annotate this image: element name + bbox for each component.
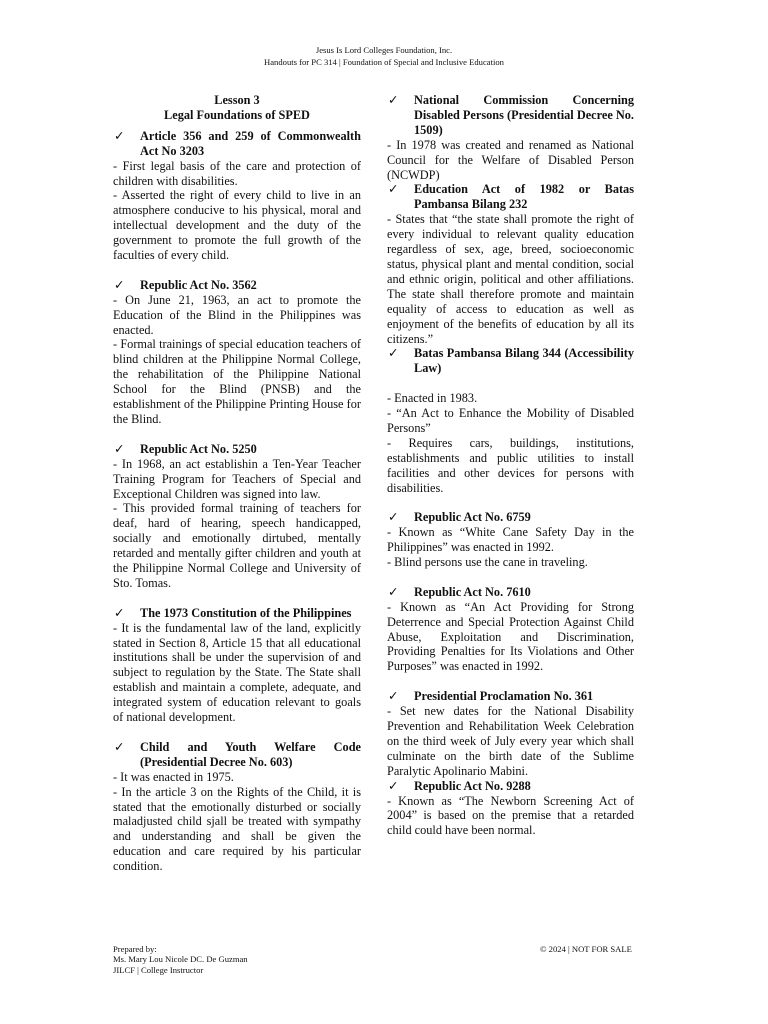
checkmark-icon: ✓ [114,277,125,292]
law-title: The 1973 Constitution of the Philippines [140,605,352,620]
author-name: Ms. Mary Lou Nicole DC. De Guzman [113,954,248,965]
checkmark-icon: ✓ [114,128,125,143]
checkmark-icon: ✓ [388,93,399,107]
law-title: Batas Pambansa Bilang 344 (Accessibility Law) [414,346,634,376]
law-title: Republic Act No. 6759 [414,510,531,525]
law-point: - In the article 3 on the Rights of the Child, it is stated that the emotionally disturbed or socially maladjusted child sjall be treated with sympathy and understanding and shall be given the education and care required by his particular condition. [113,784,361,874]
law-title: Article 356 and 259 of Commonwealth Act No 3203 [140,128,361,158]
copyright-notice: © 2024 | NOT FOR SALE [540,944,632,954]
law-point: - Asserted the right of every child to live in an atmosphere conducive to his physical, moral and intellectual development and the duty of the government to promote the full growth of the faculties of every child. [113,188,361,263]
header-org: Jesus Is Lord Colleges Foundation, Inc. [315,45,453,55]
law-point: - First legal basis of the care and protection of children with disabilities. [113,158,361,188]
lesson-title: Legal Foundations of SPED [164,107,310,122]
law-title: National Commission Concerning Disabled Persons (Presidential Decree No. 1509) [414,93,634,137]
checkmark-icon: ✓ [388,346,399,361]
law-heading [113,606,361,621]
footer-prepared-by [113,944,248,975]
law-heading [387,346,634,376]
law-point: - On June 21, 1963, an act to promote the Education of the Blind in the Philippines was enacted. [113,292,361,337]
law-heading [387,779,634,794]
law-heading [113,442,361,457]
law-title: Republic Act No. 9288 [414,778,531,793]
law-point: - Known as “White Cane Safety Day in the Philippines” was enacted in 1992. [387,525,634,555]
law-point: - It was enacted in 1975. [113,769,234,784]
lesson-number: Lesson 3 [214,93,260,107]
law-title: Republic Act No. 5250 [140,441,257,456]
law-point: - Blind persons use the cane in traveling. [387,555,588,570]
law-title: Presidential Proclamation No. 361 [414,689,594,704]
law-point: - Formal trainings of special education teachers of blind children at the Philippine Normal College, the rehabilitation of the Philippine National School for the Blind (PNSB) and the establishment of the Philippine Printing House for the Blind. [113,337,361,427]
checkmark-icon: ✓ [388,689,399,704]
law-point: - States that “the state shall promote the right of every individual to relevant quality education regardless of sex, age, breed, socioeconomic status, physical plant and mental condition, social and ethnic origin, political and other affiliations. The state shall therefore promote and maintain equality of access to education as well as enjoyment of the benefits of education by all its citizens.” [387,212,634,346]
law-heading [113,278,361,293]
law-title: Child and Youth Welfare Code (Presidential Decree No. 603) [140,739,361,769]
law-heading [387,182,634,212]
law-point: - Requires cars, buildings, institutions, establishments and public utilities to install facilities and other devices for persons with disabilities. [387,435,634,495]
law-heading [113,740,361,770]
header-course: Handouts for PC 314 | Foundation of Special and Inclusive Education [264,56,504,67]
law-point: - It is the fundamental law of the land, explicitly stated in Section 8, Article 15 that all educational institutions shall be under the supervision of and subject to regulation by the State. The State shall establish and maintain a complete, adequate, and integrated system of education relevant to goals of national development. [113,620,361,725]
law-point: - Set new dates for the National Disability Prevention and Rehabilitation Week Celebration on the third week of July every year which shall culminate on the birth date of the Sublime Paralytic Apolinario Mabini. [387,704,634,778]
law-point: - Known as “An Act Providing for Strong Deterrence and Special Protection Against Child Abuse, Exploitation and Discrimination, Providing Penalties for Its Violations and Other Purposes” was enacted in 1992. [387,599,634,674]
page-header [0,45,768,68]
law-point: - “An Act to Enhance the Mobility of Disabled Persons” [387,406,634,435]
checkmark-icon: ✓ [388,182,399,197]
law-point: - In 1978 was created and renamed as National Council for the Welfare of Disabled Person (NCWDP) [387,137,634,182]
left-column [113,93,361,874]
checkmark-icon: ✓ [388,584,399,599]
law-point: - Known as “The Newborn Screening Act of 2004” is based on the premise that a retarded child could have been normal. [387,793,634,838]
law-heading [387,689,634,704]
checkmark-icon: ✓ [388,510,399,525]
author-role: JILCF | College Instructor [113,964,204,975]
law-heading [387,585,634,600]
law-point: - Enacted in 1983. [387,391,478,406]
prepared-label: Prepared by: [113,944,157,954]
law-title: Republic Act No. 7610 [414,584,531,599]
checkmark-icon: ✓ [114,605,125,620]
law-title: Republic Act No. 3562 [140,277,257,292]
law-heading [113,129,361,159]
checkmark-icon: ✓ [114,739,125,754]
checkmark-icon: ✓ [388,778,399,793]
checkmark-icon: ✓ [114,441,125,456]
law-title: Education Act of 1982 or Batas Pambansa Bilang 232 [414,182,634,212]
law-heading [387,510,634,525]
right-column [387,93,634,838]
law-point: - In 1968, an act establishin a Ten-Year Teacher Training Program for Teachers of Special and Exceptional Children was signed into law. [113,456,361,501]
law-point: - This provided formal training of teachers for deaf, hard of hearing, speech handicapped, socially and emotionally dirtubed, mentally retarded and mentally gifter children and youth at the Philippine Normal College and University of Sto. Tomas. [113,501,361,590]
law-heading [387,93,634,138]
